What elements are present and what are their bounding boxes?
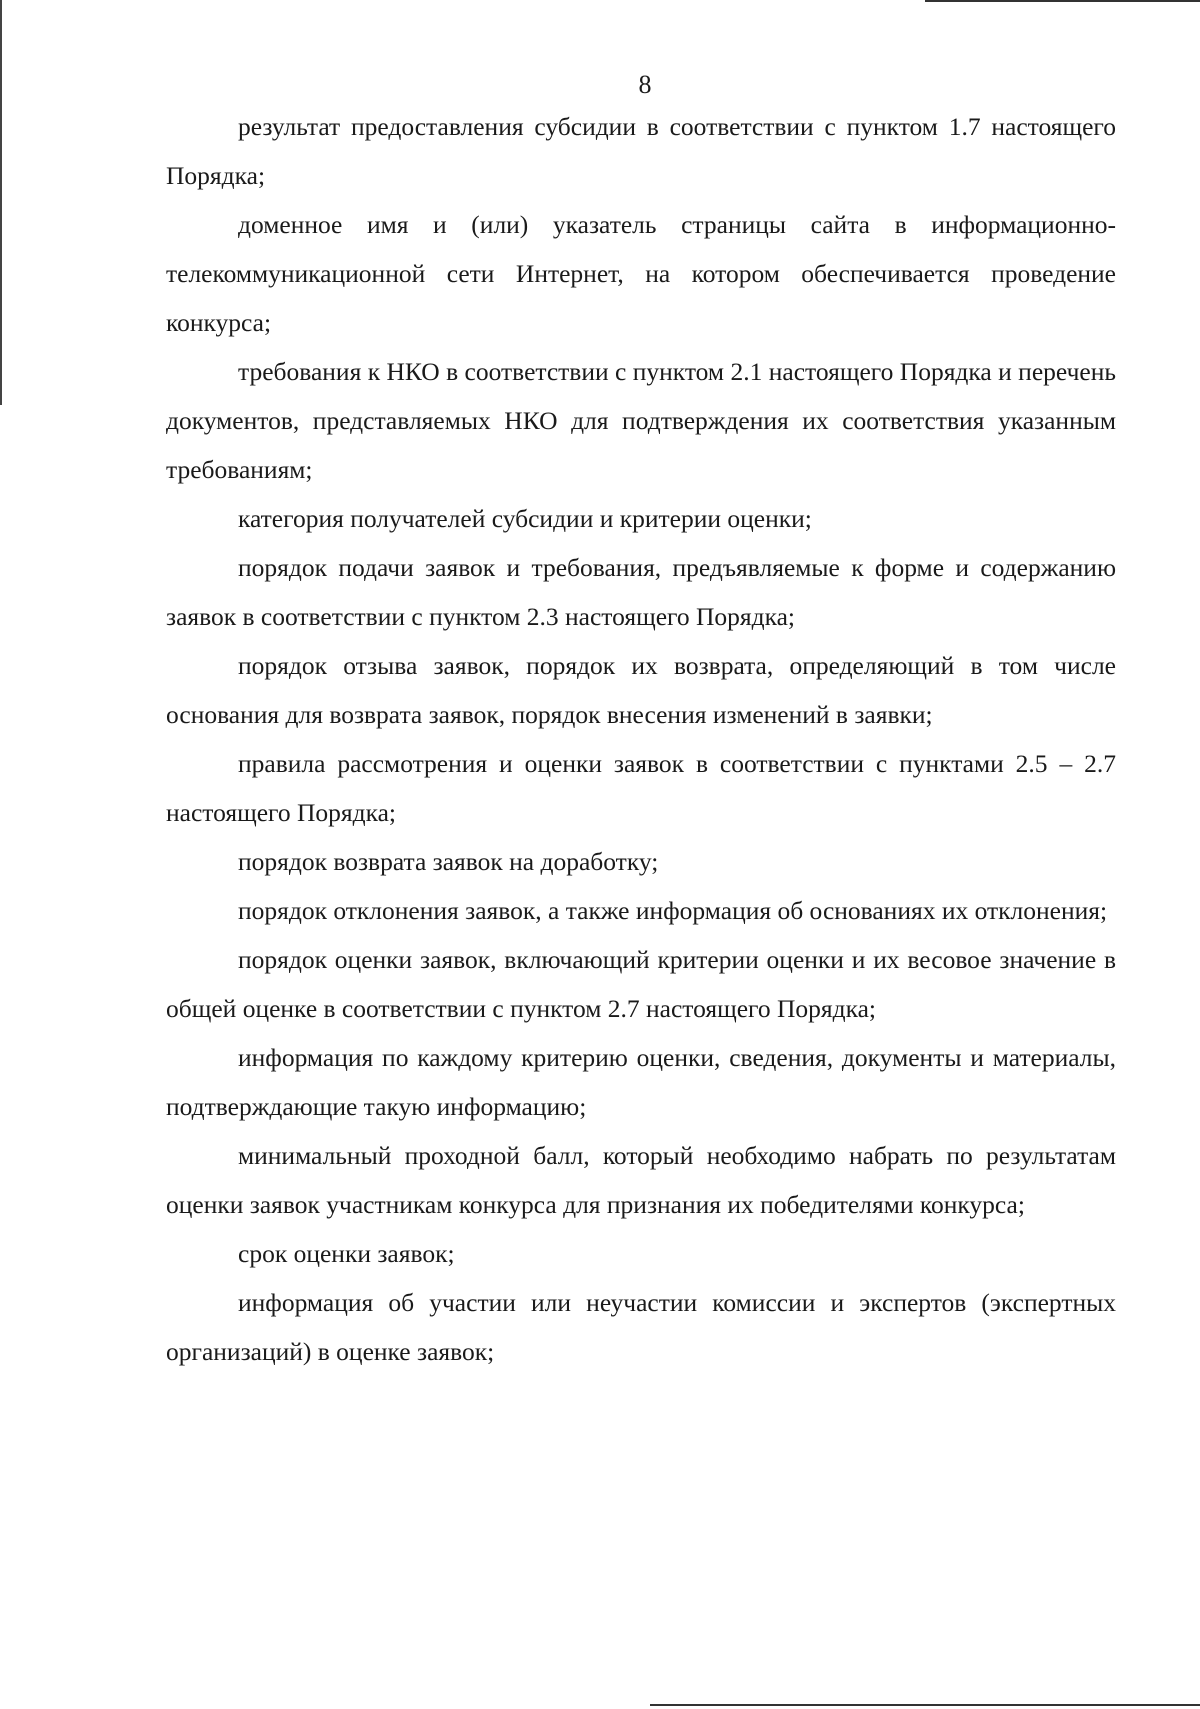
paragraph-return-for-revision: порядок возврата заявок на доработку; [238,847,659,876]
paragraph-criteria-information: информация по каждому критерию оценки, сведения, документы и материалы, подтверждающие такую информацию; [166,1043,1116,1121]
paragraph-nko-requirements: требования к НКО в соответствии с пунктом 2.1 настоящего Порядка и перечень документов, представляемых НКО для подтверждения их соответствия указанным требованиям; [166,357,1116,484]
paragraph-review-rules: правила рассмотрения и оценки заявок в соответствии с пунктами 2.5 – 2.7 настоящего Порядка; [166,749,1116,827]
paragraph-commission-participation: информация об участии или неучастии комиссии и экспертов (экспертных организаций) в оценке заявок; [166,1288,1116,1366]
paragraph-domain-name: доменное имя и (или) указатель страницы сайта в информационно-телекоммуникационной сети Интернет, на котором обеспечивается проведение конкурса; [166,210,1116,337]
paragraph-minimum-score: минимальный проходной балл, который необходимо набрать по результатам оценки заявок участникам конкурса для признания их победителями конкурса; [166,1141,1116,1219]
paragraph-withdrawal-order: порядок отзыва заявок, порядок их возврата, определяющий в том числе основания для возврата заявок, порядок внесения изменений в заявки; [166,651,1116,729]
scan-left-edge [0,0,2,405]
paragraph-evaluation-order: порядок оценки заявок, включающий критерии оценки и их весовое значение в общей оценке в соответствии с пунктом 2.7 настоящего Порядка; [166,945,1116,1023]
scan-top-rule [925,0,1200,2]
paragraph-evaluation-term: срок оценки заявок; [238,1239,455,1268]
document-body [166,102,1116,1376]
paragraph-submission-order: порядок подачи заявок и требования, предъявляемые к форме и содержанию заявок в соответствии с пунктом 2.3 настоящего Порядка; [166,553,1116,631]
page-number: 8 [638,70,652,99]
paragraph-rejection-order: порядок отклонения заявок, а также информация об основаниях их отклонения; [238,896,1108,925]
paragraph-subsidy-result: результат предоставления субсидии в соответствии с пунктом 1.7 настоящего Порядка; [166,112,1116,190]
paragraph-recipient-category: категория получателей субсидии и критерии оценки; [238,504,812,533]
scan-bottom-rule [650,1704,1200,1706]
